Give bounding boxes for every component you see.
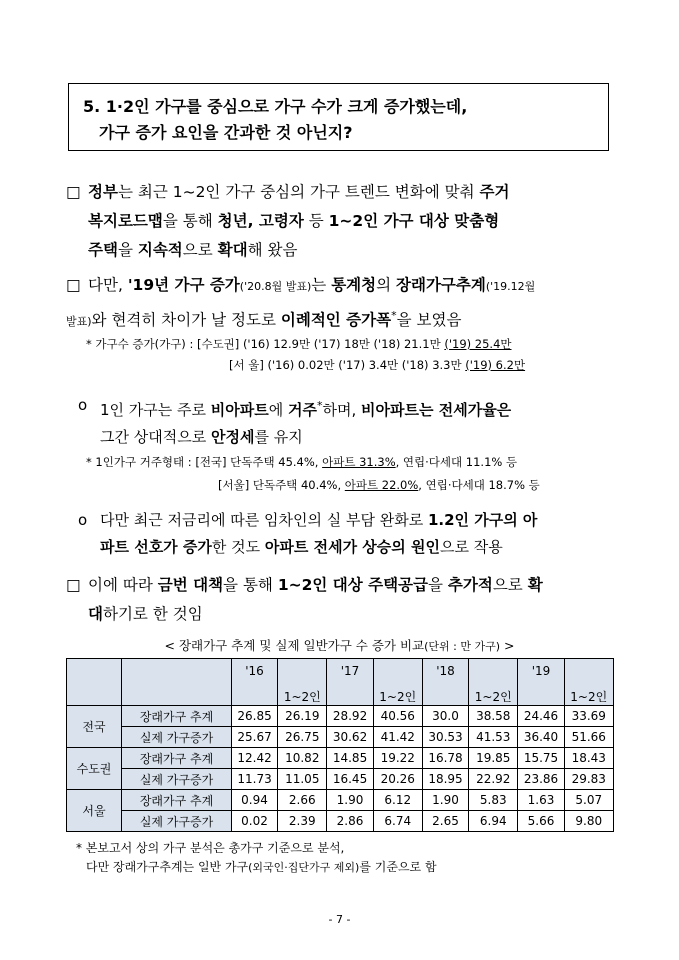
sub-apartment-preference: ο 다만 최근 저금리에 따른 임차인의 실 부담 완화로 1.2인 가구의 아 파트 선호가 증가한 것도 아파트 전세가 상승의 원인으로 작용	[78, 507, 618, 561]
page-number: - 7 -	[328, 913, 351, 926]
header-blank	[67, 659, 122, 706]
table-cell: 6.74	[373, 811, 422, 832]
year-header: '19	[518, 659, 564, 684]
table-cell: 20.26	[373, 769, 422, 790]
table-cell: 15.75	[518, 748, 564, 769]
question-line-2: 가구 증가 요인을 간과한 것 아닌지?	[99, 123, 353, 142]
table-cell: 14.85	[327, 748, 373, 769]
table-cell: 2.86	[327, 811, 373, 832]
table-cell: 5.66	[518, 811, 564, 832]
paragraph-household-increase: □ 다만, '19년 가구 증가('20.8월 발표)는 통계청의 장래가구추계('19.12월 발표)와 현격히 차이가 날 정도로 이례적인 증가폭*을 보였음	[66, 271, 616, 336]
table-cell: 19.85	[469, 748, 518, 769]
paragraph-government-policy: □ 정부는 최근 1~2인 가구 중심의 가구 트렌드 변화에 맞춰 주거 복지로드맵을 통해 청년, 고령자 등 1~2인 가구 대상 맞춤형 주택을 지속적으로 확대해 왔음	[66, 178, 616, 265]
household-comparison-table	[66, 658, 614, 832]
region-label: 전국	[67, 706, 122, 748]
table-cell: 11.73	[232, 769, 278, 790]
table-cell: 41.42	[373, 727, 422, 748]
table-cell: 33.69	[564, 706, 613, 727]
table-cell: 1.90	[422, 790, 468, 811]
table-cell: 5.83	[469, 790, 518, 811]
table-cell: 26.75	[278, 727, 327, 748]
table-cell: 2.39	[278, 811, 327, 832]
table-cell: 40.56	[373, 706, 422, 727]
table-cell: 36.40	[518, 727, 564, 748]
table-row	[67, 790, 614, 811]
circle-bullet: ο	[78, 511, 88, 529]
row-label: 장래가구 추계	[122, 748, 232, 769]
table-cell: 38.58	[469, 706, 518, 727]
table-cell: 12.42	[232, 748, 278, 769]
table-cell: 16.78	[422, 748, 468, 769]
row-label: 실제 가구증가	[122, 769, 232, 790]
table-caption: < 장래가구 추계 및 실제 일반가구 수 증가 비교(단위 : 만 가구) >	[164, 638, 515, 653]
table-cell: 18.43	[564, 748, 613, 769]
table-row	[67, 811, 614, 832]
table-cell: 0.02	[232, 811, 278, 832]
table-cell: 10.82	[278, 748, 327, 769]
table-cell: 23.86	[518, 769, 564, 790]
table-cell: 28.92	[327, 706, 373, 727]
circle-bullet: ο	[78, 396, 88, 414]
note-residence-type-seoul: [서울] 단독주택 40.4%, 아파트 22.0%, 연립·다세대 18.7% 등	[218, 478, 540, 492]
table-cell: 1.90	[327, 790, 373, 811]
table-cell: 19.22	[373, 748, 422, 769]
note-residence-type: * 1인가구 거주형태 : [전국] 단독주택 45.4%, 아파트 31.3%, 연립·다세대 11.1% 등	[86, 455, 518, 469]
row-label: 장래가구 추계	[122, 706, 232, 727]
table-cell: 11.05	[278, 769, 327, 790]
header-blank	[122, 659, 232, 706]
row-label: 장래가구 추계	[122, 790, 232, 811]
sub-header: 1~2인	[564, 659, 613, 706]
table-row	[67, 706, 614, 727]
row-label: 실제 가구증가	[122, 727, 232, 748]
year-header: '17	[327, 659, 373, 684]
table-cell: 51.66	[564, 727, 613, 748]
table-cell: 1.63	[518, 790, 564, 811]
table-cell: 30.53	[422, 727, 468, 748]
table-cell: 5.07	[564, 790, 613, 811]
footnote: * 본보고서 상의 가구 분석은 총가구 기준으로 분석, 다만 장래가구추계는 일반 가구(외국인·집단가구 제외)를 기준으로 함	[76, 841, 437, 874]
table-cell: 26.19	[278, 706, 327, 727]
table-row	[67, 748, 614, 769]
sub-header: 1~2인	[373, 659, 422, 706]
table-cell: 30.0	[422, 706, 468, 727]
table-header-row	[67, 659, 614, 684]
table-cell: 0.94	[232, 790, 278, 811]
year-header: '18	[422, 659, 468, 684]
table-cell: 41.53	[469, 727, 518, 748]
box-bullet: □	[66, 183, 81, 201]
box-bullet: □	[66, 276, 81, 294]
row-label: 실제 가구증가	[122, 811, 232, 832]
table-cell: 26.85	[232, 706, 278, 727]
table-cell: 29.83	[564, 769, 613, 790]
table-cell: 6.94	[469, 811, 518, 832]
table-cell: 30.62	[327, 727, 373, 748]
table-cell: 2.65	[422, 811, 468, 832]
table-cell: 25.67	[232, 727, 278, 748]
sub-single-household-housing: ο 1인 가구는 주로 비아파트에 거주*하며, 비아파트는 전세가율은 그간 상대적으로 안정세를 유지	[78, 392, 618, 451]
table-cell: 2.66	[278, 790, 327, 811]
question-box	[68, 83, 609, 151]
paragraph-supply-expansion: □ 이에 따라 금번 대책을 통해 1~2인 대상 주택공급을 추가적으로 확 대하기로 한 것임	[66, 571, 616, 629]
year-header: '16	[232, 659, 278, 684]
sub-header: 1~2인	[469, 659, 518, 706]
table-cell: 18.95	[422, 769, 468, 790]
table-cell: 6.12	[373, 790, 422, 811]
note-household-count: * 가구수 증가(가구) : [수도권] ('16) 12.9만 ('17) 18만 ('18) 21.1만 ('19) 25.4만	[86, 337, 512, 351]
question-line-1: 5. 1·2인 가구를 중심으로 가구 수가 크게 증가했는데,	[83, 97, 468, 116]
table-row	[67, 769, 614, 790]
sub-header: 1~2인	[278, 659, 327, 706]
table-body	[67, 706, 614, 832]
note-household-count-seoul: [서 울] ('16) 0.02만 ('17) 3.4만 ('18) 3.3만 ('19) 6.2만	[229, 358, 526, 372]
table-cell: 22.92	[469, 769, 518, 790]
region-label: 수도권	[67, 748, 122, 790]
table-row	[67, 727, 614, 748]
region-label: 서울	[67, 790, 122, 832]
table-cell: 24.46	[518, 706, 564, 727]
table-cell: 9.80	[564, 811, 613, 832]
box-bullet: □	[66, 576, 81, 594]
table-cell: 16.45	[327, 769, 373, 790]
